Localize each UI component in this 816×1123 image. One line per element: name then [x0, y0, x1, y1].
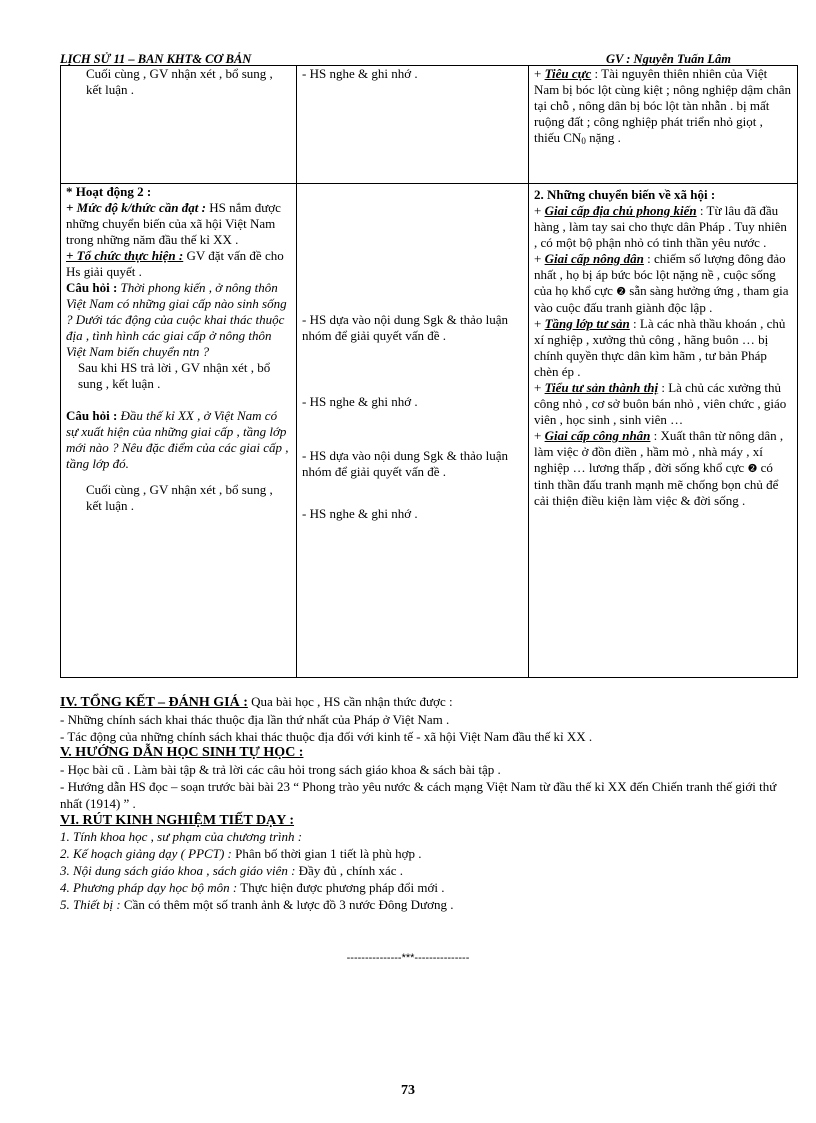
question-label: Câu hỏi :: [66, 280, 118, 295]
class-label: Tầng lớp tư sản: [544, 316, 630, 331]
class-label: Giai cấp địa chủ phong kiến: [544, 203, 697, 218]
arrow-bullet-icon: ❷: [747, 462, 758, 475]
negative-effects: [534, 66, 792, 149]
goal-label: + Mức độ k/thức cần đạt :: [66, 200, 206, 215]
class-text: : Xuất thân từ nông dân , làm việc ở đồn điền , hầm mỏ , nhà máy , xí nghiệp … lương thấp , đời sống khổ cực: [534, 428, 784, 475]
question-2: [66, 408, 291, 472]
organization: [66, 248, 291, 280]
student-cell: [297, 184, 529, 678]
table-row: [61, 66, 798, 184]
item-label: 5. Thiết bị :: [60, 896, 121, 912]
class-item: + Giai cấp nông dân : chiếm số lượng đông đảo nhất , họ bị áp bức bóc lột nặng nề , cuộc sống của họ khổ cực ❷ sẵn sàng hưởng ứng , tham gia vào cuộc đấu tranh giành độc lập .: [534, 251, 789, 315]
item-text: Phân bố thời gian 1 tiết là phù hợp .: [231, 846, 422, 862]
org-label: + Tổ chức thực hiện :: [66, 248, 184, 263]
section-4: [60, 694, 800, 712]
student-cell: [297, 66, 529, 184]
page-number: 73: [401, 1083, 415, 1098]
class-text: sẵn sàng hưởng ứng , tham gia vào cuộc đấu tranh giành độc lập .: [534, 283, 789, 315]
list-item: [60, 897, 800, 914]
subscript: 0: [581, 136, 586, 146]
class-label: Giai cấp nông dân: [544, 251, 644, 266]
item-label: 3. Nội dung sách giáo khoa , sách giáo viên :: [60, 862, 296, 878]
student-action: - HS dựa vào nội dung Sgk & thảo luận nhóm để giải quyết vấn đề .: [302, 312, 509, 343]
teacher-cell: [61, 66, 297, 184]
item-text: Thực hiện được phương pháp đổi mới .: [237, 879, 445, 895]
goal: [66, 200, 291, 248]
teacher-cell: [61, 184, 297, 678]
page-header: [60, 52, 796, 66]
plus-prefix: +: [534, 66, 545, 81]
student-action: - HS nghe & ghi nhớ .: [302, 394, 418, 409]
class-item: + Tiểu tư sản thành thị : Là chủ các xưởng thủ công nhỏ , cơ sở buôn bán nhỏ , viên chức , giáo viên , học sinh , sinh viên …: [534, 380, 787, 427]
table-row: [61, 184, 798, 678]
final-conclusion: Cuối cùng , GV nhận xét , bổ sung , kết luận .: [86, 482, 273, 513]
question-text: Đầu thế kỉ XX , ở Việt Nam có sự xuất hiện của những giai cấp , tầng lớp mới nào ? Nêu đặc điểm của các giai cấp , tầng lớp đó.: [66, 408, 289, 471]
item-text: Đầy đủ , chính xác .: [295, 862, 404, 878]
class-text: : Từ lâu đã đầu hàng , làm tay sai cho thực dân Pháp . Tuy nhiên , có một bộ phận nhỏ có tinh thần yêu nước .: [534, 203, 787, 250]
list-item: - Tác động của những chính sách khai thác thuộc địa đối với kinh tế - xã hội Việt Nam đầu thế kỉ XX .: [60, 728, 593, 744]
header-subject: LỊCH SỬ 11 – BAN KHT& CƠ BẢN: [60, 52, 252, 66]
header-teacher: GV : Nguyễn Tuấn Lâm: [606, 52, 732, 66]
negative-label: Tiêu cực: [544, 66, 592, 81]
section-title: IV. TỔNG KẾT – ĐÁNH GIÁ :: [60, 695, 248, 710]
section-5-title: V. HƯỚNG DẪN HỌC SINH TỰ HỌC :: [60, 745, 304, 761]
activity-title: * Hoạt động 2 :: [66, 184, 152, 199]
goal-text: HS nắm được những chuyển biến của xã hội Việt Nam trong những năm đầu thế kỉ XX .: [66, 200, 281, 247]
list-item: [60, 863, 800, 880]
class-text: : chiếm số lượng đông đảo nhất , họ bị áp bức bóc lột nặng nề , cuộc sống của họ khổ cực: [534, 251, 786, 298]
org-text: GV đặt vấn đề cho Hs giải quyết .: [66, 248, 284, 279]
student-action: - HS nghe & ghi nhớ .: [302, 66, 418, 81]
item-label: 1. Tính khoa học , sư phạm của chương trình :: [60, 829, 303, 845]
class-text: : Là chủ các xưởng thủ công nhỏ , cơ sở buôn bán nhỏ , viên chức , giáo viên , học sinh , sinh viên …: [534, 380, 787, 427]
lesson-table: [60, 65, 798, 678]
class-label: Giai cấp công nhân: [544, 428, 651, 443]
section-6-title: VI. RÚT KINH NGHIỆM TIẾT DẠY :: [60, 812, 295, 828]
negative-text: : Tài nguyên thiên nhiên của Việt Nam bị bóc lột cùng kiệt ; nông nghiệp dậm chân tại chỗ , nông dân bị bóc lột tàn nhẫn . bị mất ruộng đất ; công nghiệp phát triển nhỏ giọt , thiếu CN: [534, 66, 792, 145]
question-1: [66, 280, 291, 360]
list-item: [60, 846, 800, 863]
lesson-summary: [60, 694, 800, 913]
question-text: Thời phong kiến , ở nông thôn Việt Nam có những giai cấp nào sinh sống ? Dưới tác động của cuộc khai thác thuộc địa , tình hình các giai cấp ở nông thôn Việt Nam biến chuyển ntn ?: [66, 280, 287, 359]
class-item: + Giai cấp địa chủ phong kiến : Từ lâu đã đầu hàng , làm tay sai cho thực dân Pháp . Tuy nhiên , có một bộ phận nhỏ có tinh thần yêu nước .: [534, 203, 787, 250]
teacher-conclusion: Cuối cùng , GV nhận xét , bổ sung , kết luận .: [86, 66, 273, 97]
list-item: [60, 829, 800, 846]
section-title: 2. Những chuyển biến về xã hội :: [534, 187, 716, 202]
list-item: - Những chính sách khai thác thuộc địa lần thứ nhất của Pháp ở Việt Nam .: [60, 711, 450, 727]
separator: ---------------***---------------: [346, 952, 470, 964]
class-label: Tiểu tư sản thành thị: [544, 380, 659, 395]
item-text: Cần có thêm một số tranh ảnh & lược đồ 3 nước Đông Dương .: [120, 896, 454, 912]
item-label: 4. Phương pháp dạy học bộ môn :: [60, 879, 238, 895]
negative-text-end: nặng .: [585, 130, 621, 145]
after-question-1: Sau khi HS trả lời , GV nhận xét , bổ sung , kết luận .: [78, 360, 271, 391]
class-item: + Giai cấp công nhân : Xuất thân từ nông dân , làm việc ở đồn điền , hầm mỏ , nhà máy , xí nghiệp … lương thấp , đời sống khổ cực ❷ có tinh thần đấu tranh mạnh mẽ chống bọn chủ để cải thiện điều kiện làm việc & đời sống .: [534, 428, 784, 508]
section-intro: Qua bài học , HS cần nhận thức được :: [247, 694, 453, 709]
student-action: - HS nghe & ghi nhớ .: [302, 506, 418, 521]
content-cell: [529, 184, 798, 678]
content-cell: [529, 66, 798, 184]
list-item: [60, 880, 800, 897]
list-item: - Hướng dẫn HS đọc – soạn trước bài bài 23 “ Phong trào yêu nước & cách mạng Việt Nam từ đầu thế kỉ XX đến Chiến tranh thế giới thứ nhất (1914) ” .: [60, 778, 777, 811]
item-label: 2. Kế hoạch giảng dạy ( PPCT) :: [60, 846, 232, 862]
class-item: + Tầng lớp tư sản : Là các nhà thầu khoán , chủ xí nghiệp , xưởng thủ công , hãng buôn … bị chính quyền thực dân kìm hãm , tư bản Pháp chèn ép .: [534, 316, 786, 379]
question-label: Câu hỏi :: [66, 408, 118, 423]
list-item: - Học bài cũ . Làm bài tập & trả lời các câu hỏi trong sách giáo khoa & sách bài tập .: [60, 762, 501, 778]
class-text: có tinh thần đấu tranh mạnh mẽ chống bọn chủ để cải thiện điều kiện làm việc & đời sống .: [534, 460, 779, 508]
student-action: - HS dựa vào nội dung Sgk & thảo luận nhóm để giải quyết vấn đề .: [302, 448, 509, 479]
arrow-bullet-icon: ❷: [616, 285, 627, 298]
class-text: : Là các nhà thầu khoán , chủ xí nghiệp , xưởng thủ công , hãng buôn … bị chính quyền thực dân kìm hãm , tư bản Pháp chèn ép .: [534, 316, 786, 379]
